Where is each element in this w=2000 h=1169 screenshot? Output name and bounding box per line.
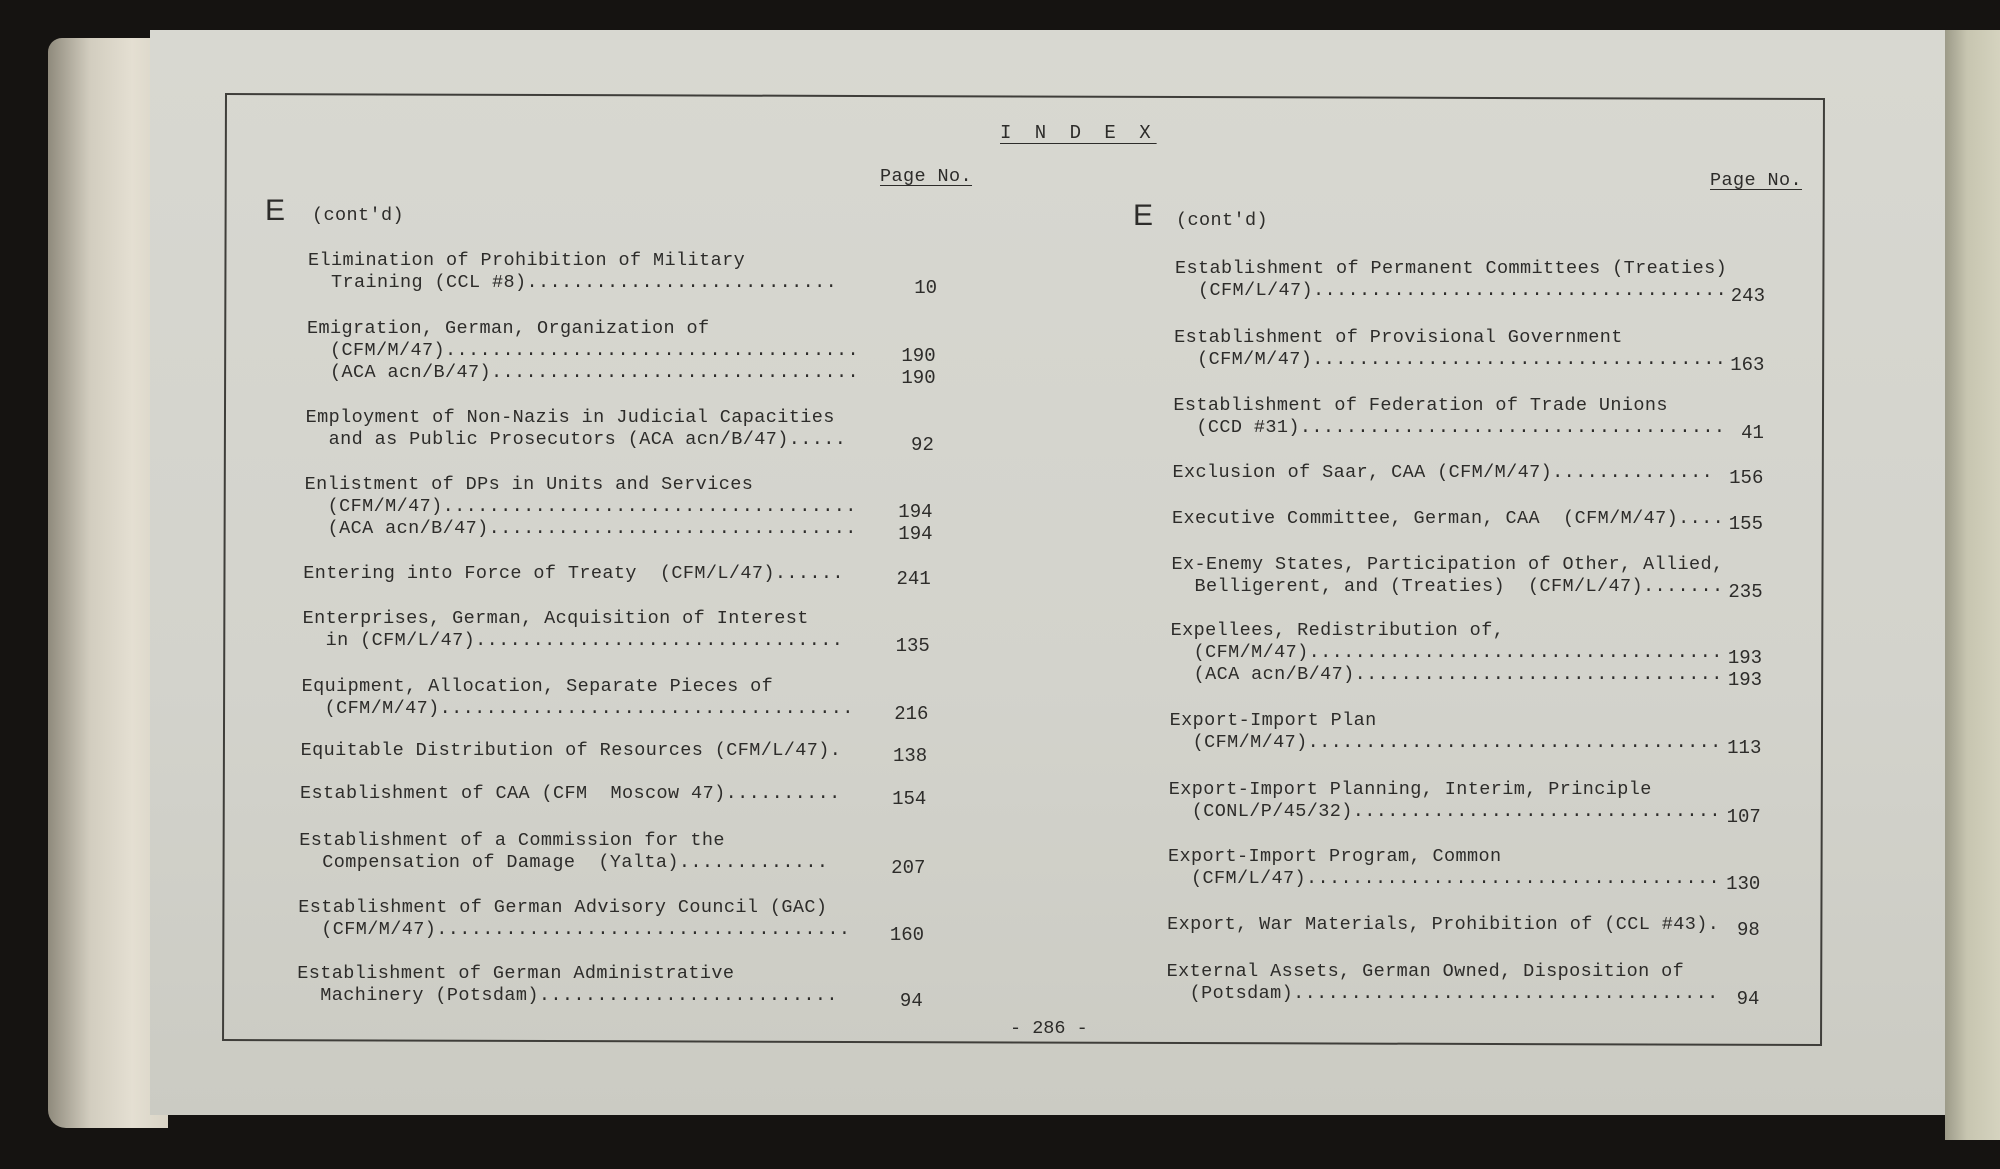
- index-entry-line: (CFM/M/47)....................................: [304, 496, 857, 517]
- index-entry-line: Export, War Materials, Prohibition of (CCL #43).: [1167, 914, 1720, 935]
- left-contd-label: (cont'd): [312, 205, 405, 226]
- left-section-letter: E: [265, 194, 286, 227]
- index-page-number: 194: [898, 501, 933, 523]
- index-entry-line: Belligerent, and (Treaties) (CFM/L/47).......: [1171, 576, 1724, 597]
- index-page-number: 243: [1730, 285, 1765, 307]
- index-entry-line: Establishment of CAA (CFM Moscow 47)..........: [300, 783, 841, 804]
- index-page-number: 190: [901, 367, 936, 389]
- index-entry-line: Establishment of a Commission for the: [299, 830, 725, 851]
- index-page-number: 235: [1728, 581, 1763, 603]
- index-entry-line: Equitable Distribution of Resources (CFM/L/47).: [300, 740, 842, 761]
- index-page-number: 107: [1726, 806, 1761, 828]
- index-entry-line: (CFM/M/47)....................................: [301, 698, 854, 719]
- index-entry-line: in (CFM/L/47)................................: [302, 630, 844, 651]
- page-number-footer: - 286 -: [1010, 1018, 1088, 1039]
- right-contd-label: (cont'd): [1176, 210, 1269, 231]
- index-entry-line: Establishment of German Administrative: [297, 963, 735, 984]
- index-page-number: 155: [1728, 513, 1763, 535]
- index-entry-line: Employment of Non-Nazis in Judicial Capacities: [305, 407, 835, 428]
- index-page-number: 216: [894, 703, 929, 725]
- index-page-number: 190: [901, 345, 936, 367]
- index-page-number: 92: [911, 434, 934, 456]
- index-entry-line: Export-Import Planning, Interim, Principle: [1168, 779, 1652, 800]
- index-page-number: 163: [1730, 354, 1765, 376]
- index-entry-line: Equipment, Allocation, Separate Pieces of: [301, 676, 774, 697]
- index-entry-line: Establishment of Provisional Government: [1174, 327, 1623, 348]
- index-page-number: 194: [898, 523, 933, 545]
- index-entry-line: Enlistment of DPs in Units and Services: [304, 474, 754, 495]
- index-entry-line: (CFM/L/47)....................................: [1167, 868, 1721, 889]
- index-entry-line: (CONL/P/45/32)................................: [1168, 801, 1721, 822]
- index-entry-line: Establishment of Permanent Committees (Treaties): [1175, 258, 1728, 279]
- page-edge-right: [1945, 30, 2000, 1140]
- index-page-number: 154: [892, 788, 927, 810]
- index-entry-line: Elimination of Prohibition of Military: [308, 250, 746, 271]
- index-entry-line: Training (CCL #8)...........................: [308, 272, 838, 293]
- index-page-number: 10: [914, 277, 937, 299]
- index-page-number: 113: [1727, 737, 1762, 759]
- index-page-number: 130: [1726, 873, 1761, 895]
- index-page-number: 207: [891, 857, 926, 879]
- index-entry-line: Compensation of Damage (Yalta).............: [299, 852, 829, 873]
- index-entry-line: Ex-Enemy States, Participation of Other, Allied,: [1171, 554, 1724, 575]
- index-page-number: 138: [892, 745, 928, 767]
- index-entry-line: Emigration, German, Organization of: [306, 318, 710, 339]
- index-entry-line: Enterprises, German, Acquisition of Interest: [302, 608, 809, 629]
- index-entry-line: (CFM/M/47)....................................: [1169, 732, 1722, 753]
- index-entry-line: Establishment of German Advisory Council (GAC): [298, 897, 828, 918]
- index-title: I N D E X: [1000, 122, 1157, 144]
- right-section-letter: E: [1133, 199, 1154, 232]
- index-entry-line: (Potsdam).....................................: [1166, 983, 1719, 1004]
- index-entry-line: (ACA acn/B/47)................................: [304, 518, 857, 539]
- index-entry-line: and as Public Prosecutors (ACA acn/B/47).....: [305, 429, 847, 450]
- index-entry-line: (CFM/M/47)....................................: [306, 340, 860, 361]
- index-entry-line: Expellees, Redistribution of,: [1170, 620, 1505, 641]
- left-page-no-header: Page No.: [880, 166, 973, 187]
- index-entry-line: Export-Import Plan: [1169, 710, 1377, 731]
- index-page-number: 98: [1736, 919, 1760, 941]
- index-page-number: 193: [1727, 669, 1763, 691]
- right-page-no-header: Page No.: [1710, 170, 1803, 191]
- index-entry-line: (CFM/M/47)....................................: [1170, 642, 1723, 663]
- index-entry-line: Establishment of Federation of Trade Unions: [1173, 395, 1668, 416]
- index-entry-line: Exclusion of Saar, CAA (CFM/M/47)..............: [1172, 462, 1714, 483]
- index-entry-line: (CCD #31).....................................: [1173, 417, 1726, 438]
- index-page-number: 160: [889, 924, 925, 946]
- index-entry-line: (CFM/L/47)....................................: [1175, 280, 1728, 301]
- index-page-number: 241: [896, 568, 931, 590]
- index-entry-line: Executive Committee, German, CAA (CFM/M/47)....: [1172, 508, 1725, 529]
- index-page-number: 94: [899, 990, 923, 1012]
- index-page-number: 135: [895, 635, 930, 657]
- index-page-number: 193: [1727, 647, 1763, 669]
- index-page-number: 41: [1741, 422, 1764, 444]
- index-entry-line: (ACA acn/B/47)................................: [1170, 664, 1723, 685]
- index-entry-line: Machinery (Potsdam)..........................: [297, 985, 838, 1006]
- index-entry-line: (CFM/M/47)....................................: [1174, 349, 1727, 370]
- index-entry-line: Export-Import Program, Common: [1167, 846, 1502, 867]
- index-entry-line: Entering into Force of Treaty (CFM/L/47)......: [303, 563, 844, 584]
- index-page-number: 156: [1729, 467, 1764, 489]
- index-entry-line: External Assets, German Owned, Disposition of: [1166, 961, 1685, 982]
- index-entry-line: (CFM/M/47)....................................: [298, 919, 851, 940]
- index-page-number: 94: [1736, 988, 1760, 1010]
- index-entry-line: (ACA acn/B/47)................................: [306, 362, 860, 383]
